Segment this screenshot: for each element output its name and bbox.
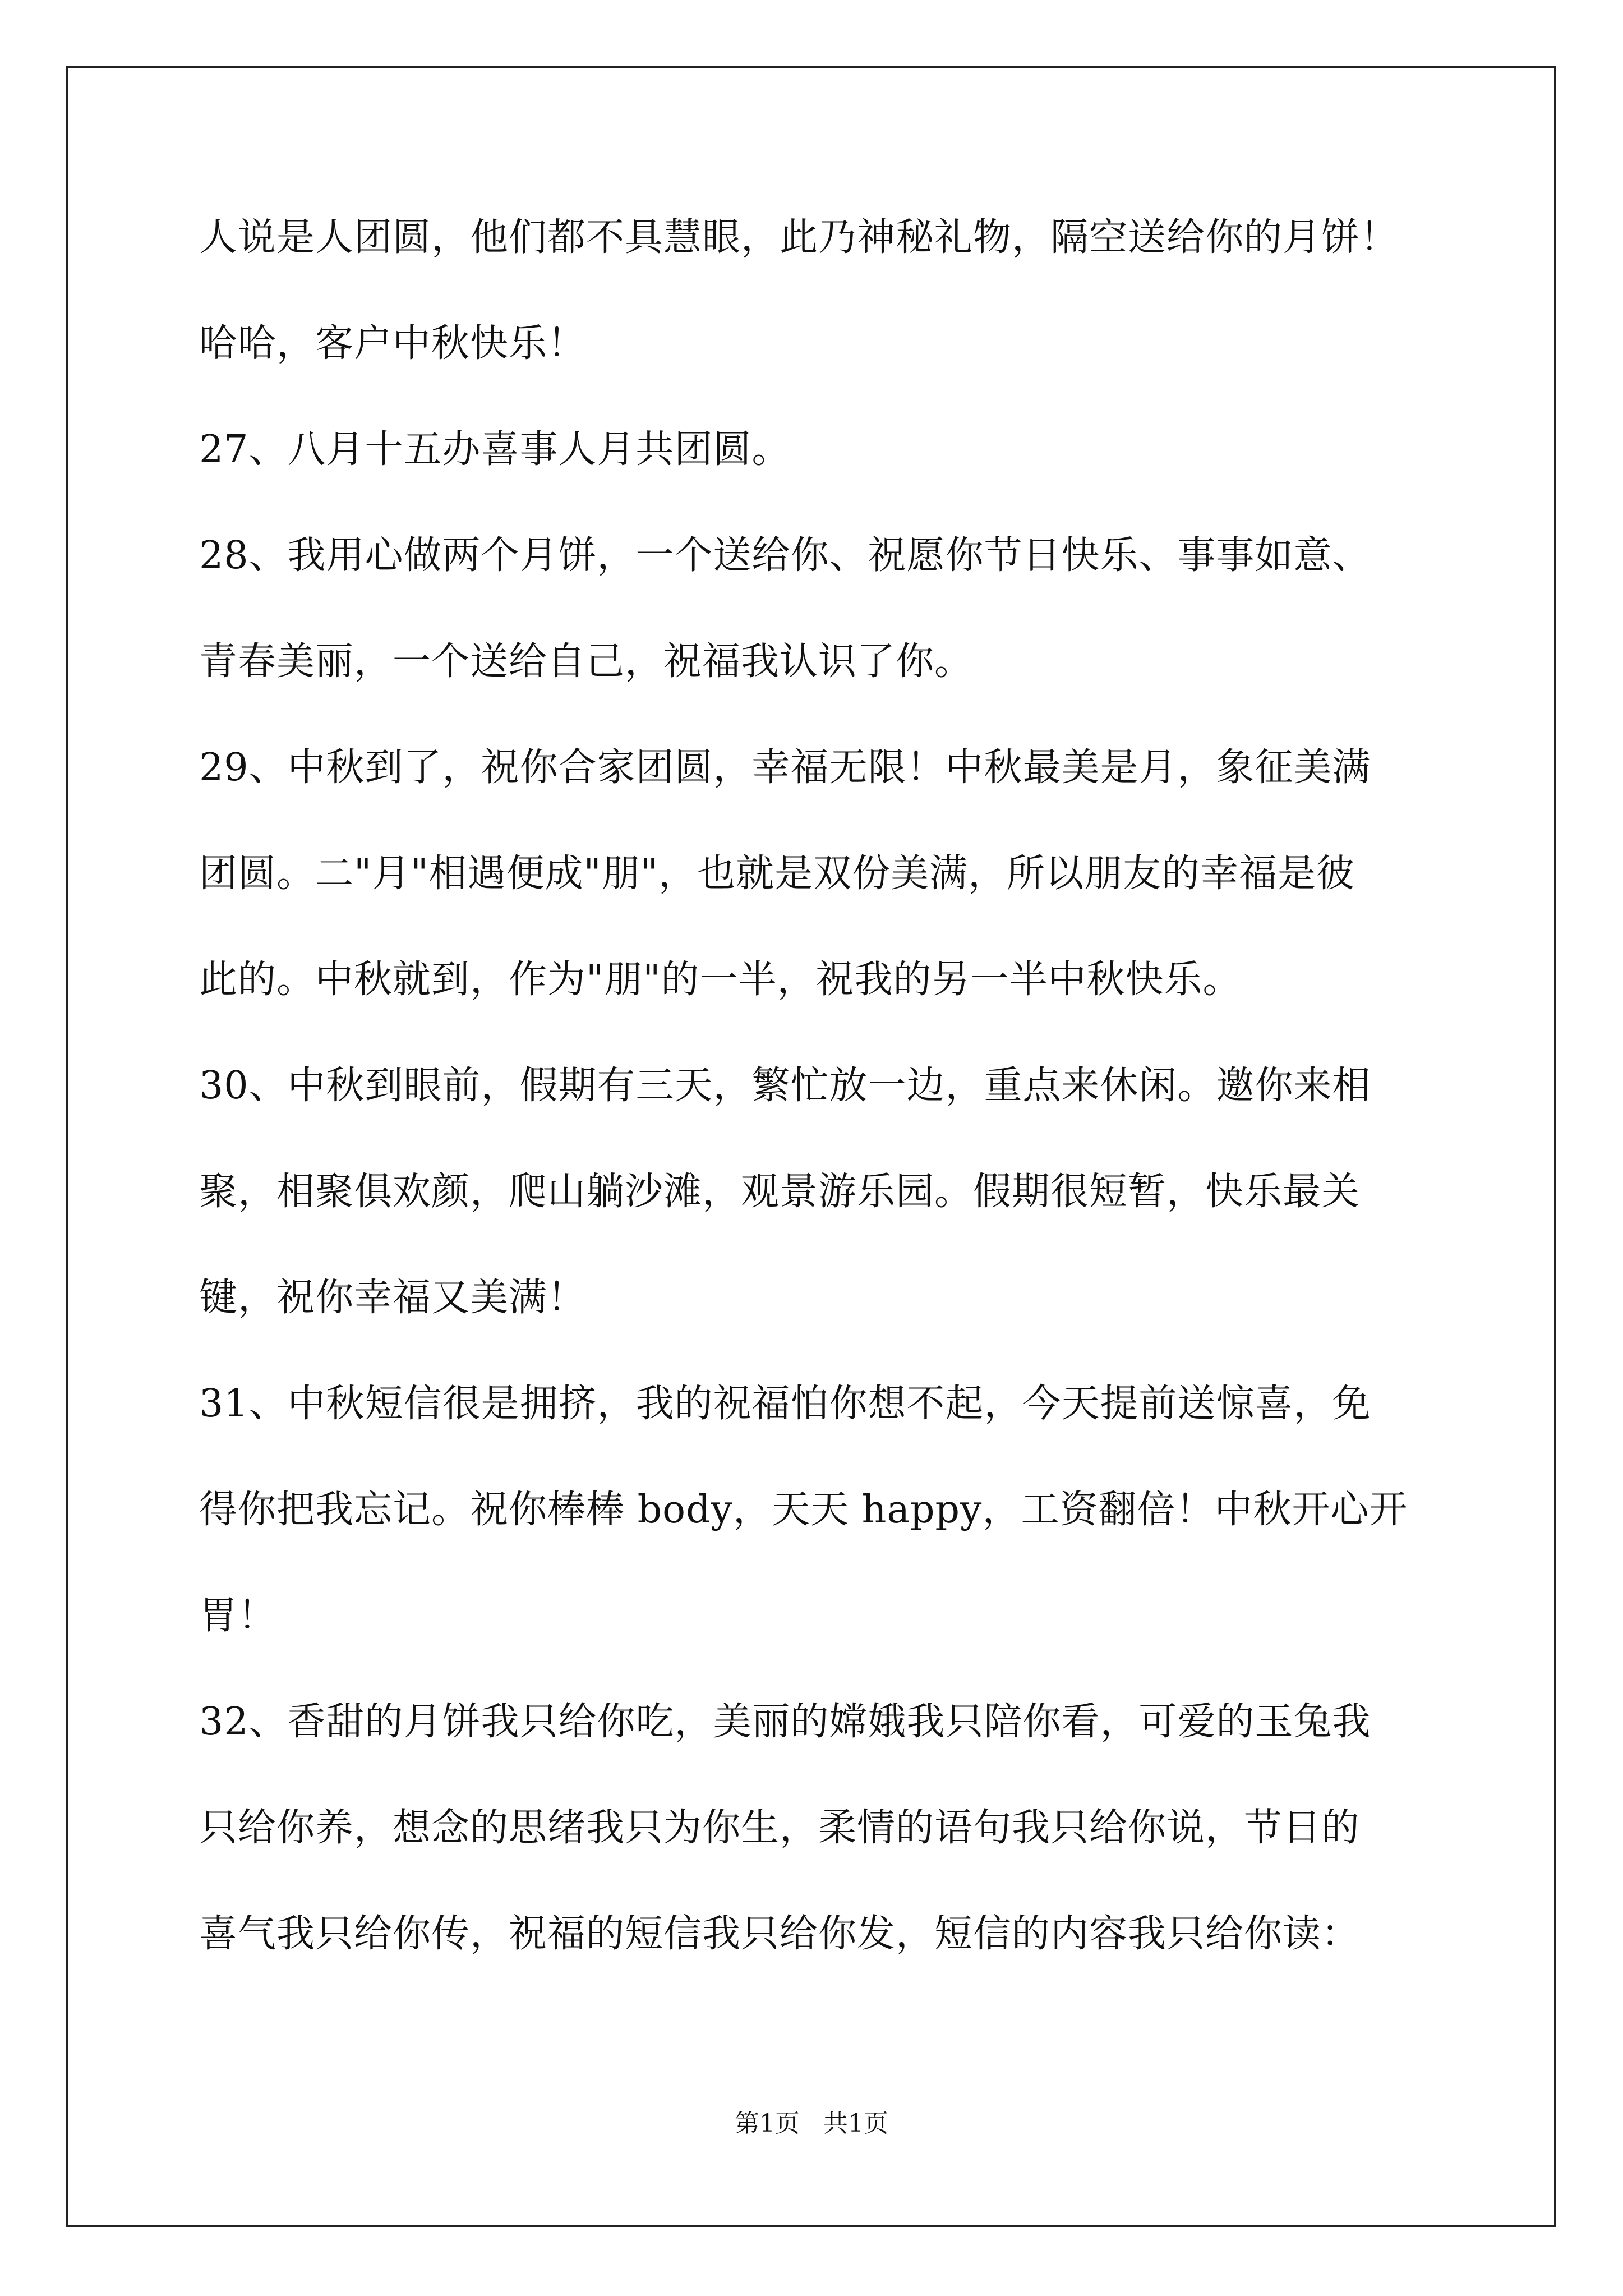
text-line: 哈哈，客户中秋快乐！	[199, 321, 587, 366]
text-line: 27、八月十五办喜事人月共团圆。	[199, 427, 791, 472]
text-line: 得你把我忘记。祝你棒棒 body，天天 happy，工资翻倍！中秋开心开	[199, 1488, 1408, 1532]
text-line: 只给你养，想念的思绪我只为你生，柔情的语句我只给你说，节日的	[199, 1806, 1361, 1850]
text-line: 键，祝你幸福又美满！	[199, 1276, 587, 1320]
text-line: 30、中秋到眼前，假期有三天，繁忙放一边，重点来休闲。邀你来相	[199, 1064, 1371, 1108]
text-line: 聚，相聚俱欢颜，爬山躺沙滩，观景游乐园。假期很短暂，快乐最关	[199, 1170, 1361, 1214]
text-line: 28、我用心做两个月饼，一个送给你、祝愿你节日快乐、事事如意、	[199, 533, 1371, 578]
document-body	[199, 215, 1433, 1956]
text-line: 32、香甜的月饼我只给你吃，美丽的嫦娥我只陪你看，可爱的玉兔我	[199, 1700, 1371, 1744]
text-line: 团圆。二"月"相遇便成"朋"，也就是双份美满，所以朋友的幸福是彼	[199, 852, 1355, 896]
text-line: 29、中秋到了，祝你合家团圆，幸福无限！中秋最美是月，象征美满	[199, 746, 1371, 790]
text-line: 人说是人团圆，他们都不具慧眼，此乃神秘礼物，隔空送给你的月饼！	[199, 215, 1399, 260]
page-number: 第1页 共1页	[735, 2109, 888, 2138]
text-line: 31、中秋短信很是拥挤，我的祝福怕你想不起，今天提前送惊喜，免	[199, 1382, 1371, 1426]
text-line: 胃！	[199, 1594, 277, 1638]
text-line: 青春美丽，一个送给自己，祝福我认识了你。	[199, 639, 974, 684]
text-line: 喜气我只给你传，祝福的短信我只给你发，短信的内容我只给你读：	[199, 1912, 1361, 1956]
text-line: 此的。中秋就到，作为"朋"的一半，祝我的另一半中秋快乐。	[199, 958, 1242, 1002]
